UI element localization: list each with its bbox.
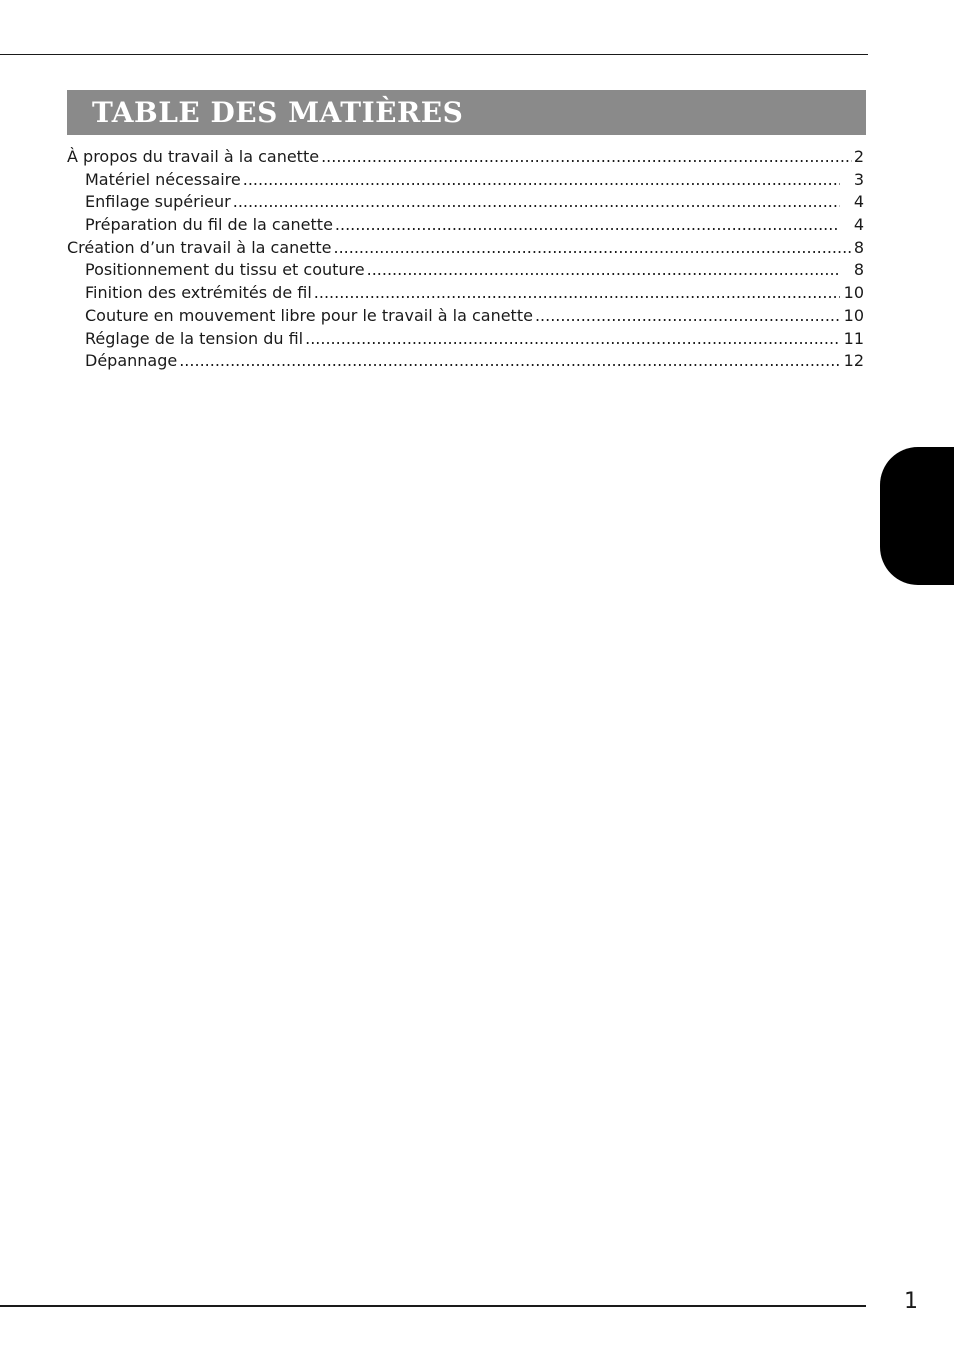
toc-dot-leader [535, 305, 840, 328]
toc-entry-page: 10 [843, 305, 864, 325]
toc-entry-creation[interactable] [67, 237, 864, 260]
toc-entry-label: Couture en mouvement libre pour le travail à la canette [85, 305, 533, 325]
toc-entry-finition[interactable] [67, 282, 864, 305]
toc-entry-preparation[interactable] [67, 214, 864, 237]
toc-entry-label: Réglage de la tension du fil [85, 328, 304, 348]
toc-dot-leader [314, 282, 840, 305]
toc-entry-page: 8 [853, 260, 864, 280]
toc-entry-page: 8 [853, 237, 864, 257]
toc-entry-positionnement[interactable] [67, 259, 864, 282]
title-bar [67, 90, 866, 135]
toc-entry-couture-libre[interactable] [67, 305, 864, 328]
toc-dot-leader [233, 191, 840, 214]
table-of-contents [67, 146, 864, 373]
toc-entry-page: 3 [853, 169, 864, 189]
toc-entry-page: 10 [843, 283, 864, 303]
toc-entry-materiel[interactable] [67, 169, 864, 192]
toc-entry-label: Positionnement du tissu et couture [85, 260, 365, 280]
toc-entry-page: 12 [843, 351, 864, 371]
page-title: TABLE DES MATIÈRES [92, 96, 464, 129]
toc-entry-label: Préparation du fil de la canette [85, 215, 333, 235]
toc-dot-leader [367, 259, 840, 282]
toc-entry-label: Dépannage [85, 351, 178, 371]
toc-entry-page: 11 [843, 328, 864, 348]
toc-entry-enfilage[interactable] [67, 191, 864, 214]
toc-entry-label: Enfilage supérieur [85, 192, 231, 212]
toc-dot-leader [321, 146, 852, 169]
toc-dot-leader [179, 350, 840, 373]
toc-dot-leader [243, 169, 840, 192]
toc-dot-leader [305, 328, 840, 351]
toc-entry-label: Finition des extrémités de fil [85, 283, 312, 303]
toc-entry-label: À propos du travail à la canette [67, 147, 320, 166]
toc-entry-reglage[interactable] [67, 328, 864, 351]
toc-dot-leader [335, 214, 840, 237]
bottom-rule [0, 1305, 866, 1307]
toc-entry-depannage[interactable] [67, 350, 864, 373]
page-number: 1 [904, 1289, 918, 1314]
toc-entry-a-propos[interactable] [67, 146, 864, 169]
toc-entry-label: Matériel nécessaire [85, 169, 241, 189]
toc-entry-page: 4 [853, 215, 864, 235]
top-rule [0, 54, 868, 55]
toc-entry-label: Création d’un travail à la canette [67, 237, 332, 257]
toc-entry-page: 4 [853, 192, 864, 212]
toc-entry-page: 2 [853, 147, 864, 166]
toc-dot-leader [334, 237, 852, 260]
section-tab [880, 447, 954, 585]
